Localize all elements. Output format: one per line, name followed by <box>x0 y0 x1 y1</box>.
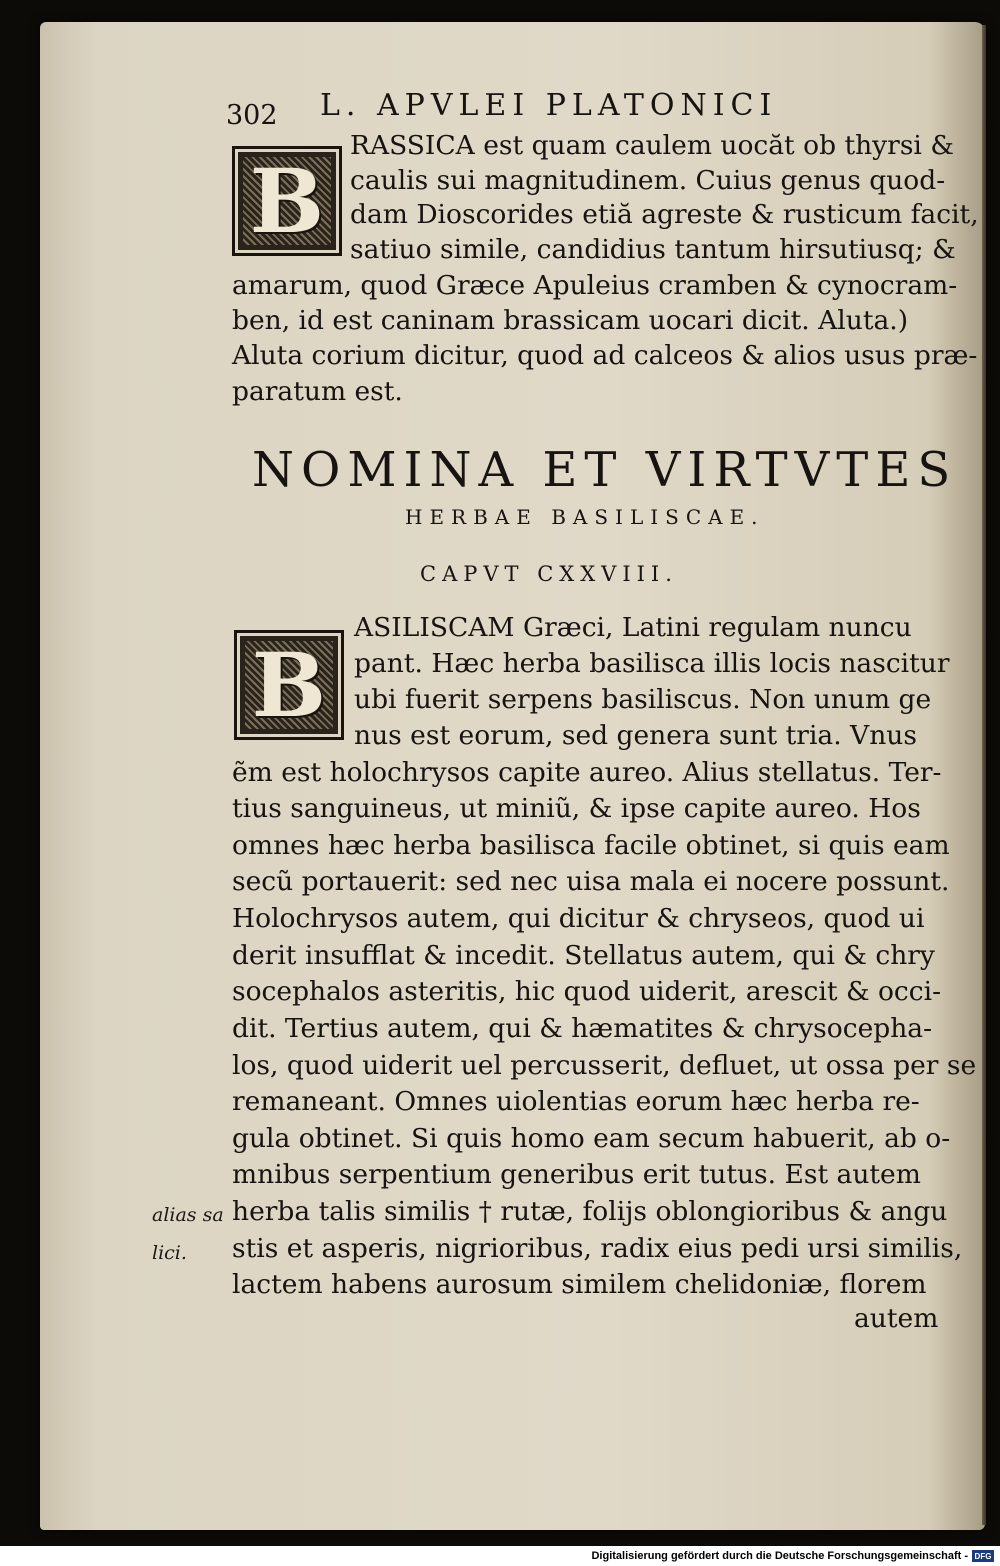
catchword: autem <box>854 1303 939 1334</box>
text-line: ben, id est caninam brassicam uocari dicit. Aluta.) <box>232 305 909 336</box>
decorated-initial-b <box>234 630 344 740</box>
text-line: paratum est. <box>232 376 403 407</box>
text-line: ubi fuerit serpens basiliscus. Non unum ge <box>354 684 932 715</box>
text-line: RASSICA est quam caulem uocăt ob thyrsi & <box>350 130 954 161</box>
text-line: caulis sui magnitudinem. Cuius genus quod- <box>350 165 946 196</box>
text-line: ẽm est holochrysos capite aureo. Alius stellatus. Ter- <box>232 757 942 788</box>
text-line: secũ portauerit: sed nec uisa mala ei nocere possunt. <box>232 866 950 897</box>
page-number: 302 <box>226 100 278 131</box>
text-line: dit. Tertius autem, qui & hæmatites & chrysocepha- <box>232 1013 933 1044</box>
text-line: herba talis similis † rutæ, foliјs oblongioribus & angu <box>232 1196 948 1227</box>
text-line: socephalos asteritis, hic quod uiderit, arescit & occi- <box>232 976 942 1007</box>
footer-credit: Digitalisierung gefördert durch die Deutsche Forschungsgemeinschaft - <box>591 1550 968 1562</box>
initial-letter: B <box>249 149 325 253</box>
text-line: mnibus serpentium generibus erit tutus. Est autem <box>232 1159 921 1190</box>
text-line: nus est eorum, sed genera sunt tria. Vnus <box>354 720 917 751</box>
margin-note: alias sa <box>152 1204 224 1226</box>
chapter-number: CAPVT CXXVIII. <box>420 562 678 586</box>
digitization-footer <box>0 1546 1000 1566</box>
text-line: derit insufflat & incedit. Stellatus autem, qui & chry <box>232 940 935 971</box>
running-head: L. APVLEI PLATONICI <box>320 88 778 123</box>
text-line: lactem habens aurosum similem chelidoniæ, florem <box>232 1269 927 1300</box>
decorated-initial-b <box>232 146 342 256</box>
text-line: gula obtinet. Si quis homo eam secum habuerit, ab o- <box>232 1123 951 1154</box>
text-line: dam Dioscorides etiă agreste & rusticum facit, <box>350 199 979 230</box>
text-line: amarum, quod Græce Apuleius cramben & cynocram- <box>232 270 958 301</box>
text-line: pant. Hæc herba basilisca illis locis nascitur <box>354 648 950 679</box>
chapter-title: NOMINA ET VIRTVTES <box>252 442 958 498</box>
text-line: remaneant. Omnes uiolentias eorum hæc herba re- <box>232 1086 920 1117</box>
chapter-subtitle: HERBAE BASILISCAE. <box>405 505 765 529</box>
text-line: los, quod uiderit uel percusserit, defluet, ut ossa per se <box>232 1050 977 1081</box>
dfg-logo-icon: DFG <box>972 1550 994 1562</box>
initial-letter: B <box>251 633 327 737</box>
text-line: satiuo simile, candidius tantum hirsutiusq; & <box>350 234 956 265</box>
text-line: tius sanguineus, ut miniũ, & ipse capite aureo. Hos <box>232 793 921 824</box>
text-line: omnes hæc herba basilisca facile obtinet, si quis eam <box>232 830 950 861</box>
text-line: Holochrysos autem, qui dicitur & chryseos, quod ui <box>232 903 925 934</box>
margin-note: lici. <box>152 1242 187 1264</box>
text-line: Aluta corium dicitur, quod ad calceos & alios usus præ- <box>232 340 978 371</box>
text-line: ASILISCAM Græci, Latini regulam nuncu <box>354 612 912 643</box>
page-edge <box>982 25 986 1525</box>
text-line: stis et asperis, nigrioribus, radix eius pedi ursi similis, <box>232 1233 963 1264</box>
